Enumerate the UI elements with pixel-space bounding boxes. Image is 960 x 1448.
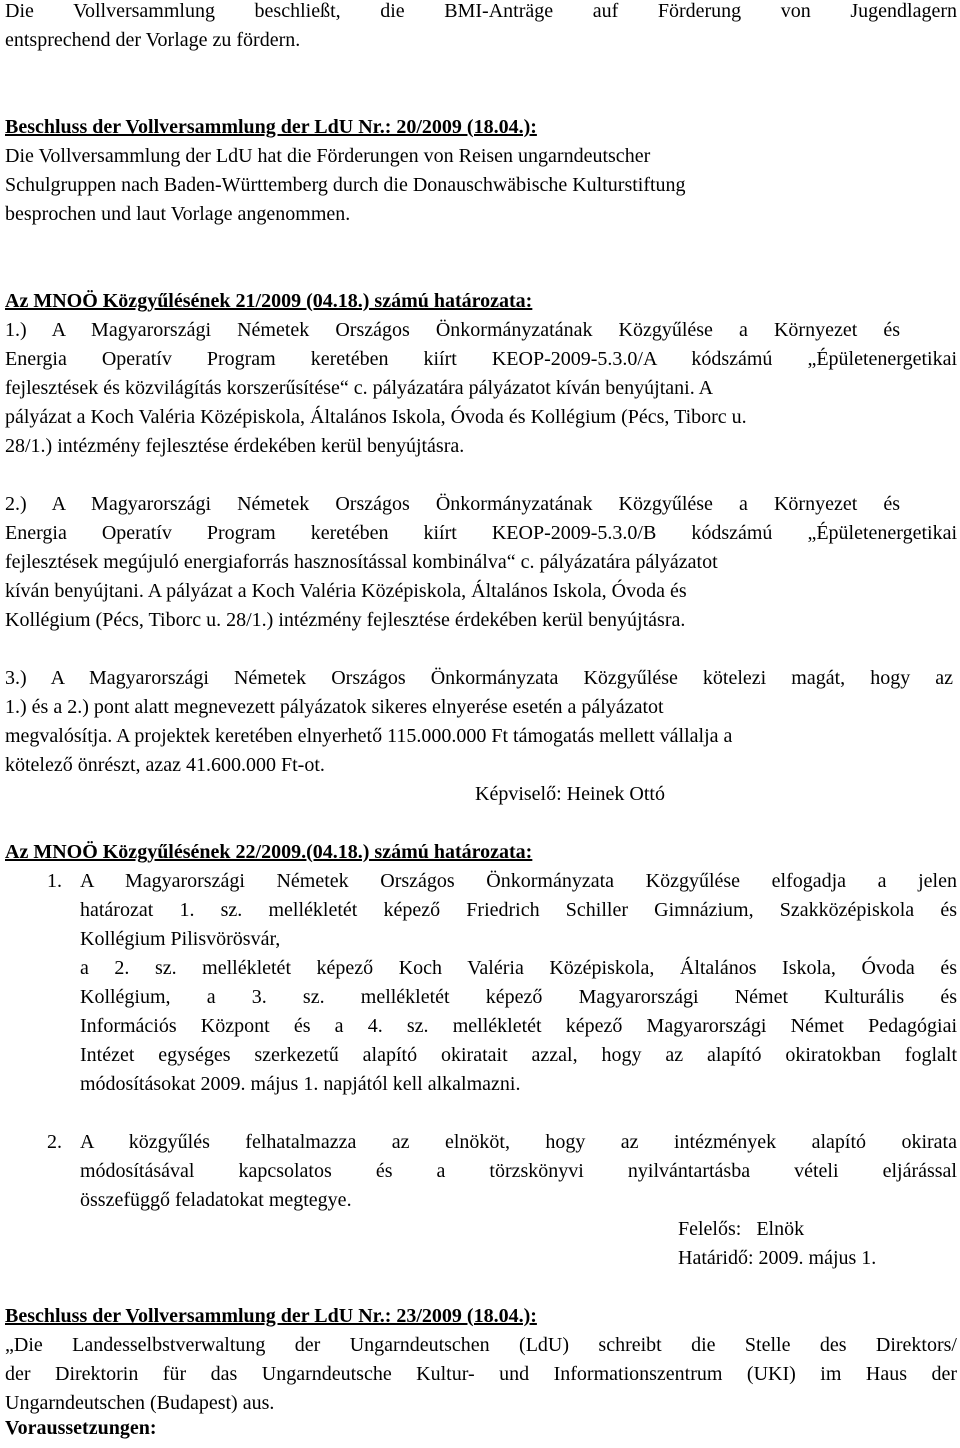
list-item-line (80, 867, 957, 896)
text: Die Vollversammlung beschließt, die BMI-Anträge auf Förderung von Jugendlagern (5, 0, 957, 22)
representative: Képviselő: Heinek Ottó (475, 783, 665, 805)
resolution-heading: Beschluss der Vollversammlung der LdU Nr.: 23/2009 (18.04.): (5, 1305, 537, 1327)
paragraph-line: fejlesztések megújuló energiaforrás hasznosítással kombinálva“ c. pályázatára pályázatot (5, 551, 718, 573)
list-item-line (80, 1012, 957, 1041)
paragraph-line: Schulgruppen nach Baden-Württemberg durch die Donauschwäbische Kulturstiftung (5, 174, 686, 196)
list-item-line (80, 954, 957, 983)
paragraph-line (5, 345, 957, 374)
text: határozat 1. sz. mellékletét képező Friedrich Schiller Gimnázium, Szakközépiskola és (80, 899, 957, 921)
requirements-heading: Voraussetzungen: (5, 1417, 157, 1439)
responsible: Felelős: Elnök (678, 1218, 805, 1240)
text: A közgyűlés felhatalmazza az elnököt, hogy az intézmények alapító okirata (80, 1131, 957, 1153)
paragraph-line (5, 1331, 957, 1360)
paragraph-line (5, 519, 957, 548)
text: módosításával kapcsolatos és a törzskönyvi nyilvántartásba vételi eljárással (80, 1160, 957, 1182)
text: 2.) A Magyarországi Németek Országos Önkormányzatának Közgyűlése a Környezet és (5, 493, 900, 515)
paragraph-line: Kollégium (Pécs, Tiborc u. 28/1.) intézmény fejlesztése érdekében kerül benyújtásra. (5, 609, 686, 631)
resolution-heading: Beschluss der Vollversammlung der LdU Nr.: 20/2009 (18.04.): (5, 116, 537, 138)
list-item-line: Kollégium Pilisvörösvár, (80, 928, 281, 950)
paragraph-line (5, 0, 957, 26)
paragraph-line (5, 490, 900, 519)
paragraph-line: besprochen und laut Vorlage angenommen. (5, 203, 351, 225)
list-item-line (80, 896, 957, 925)
list-item-line (80, 1128, 957, 1157)
text: Információs Központ és a 4. sz. mellékletét képező Magyarországi Német Pedagógiai (80, 1015, 957, 1037)
paragraph-line: pályázat a Koch Valéria Középiskola, Általános Iskola, Óvoda és Kollégium (Pécs, Tiborc u. (5, 406, 747, 428)
paragraph-line (5, 1360, 957, 1389)
paragraph-line: kíván benyújtani. A pályázat a Koch Valéria Középiskola, Általános Iskola, Óvoda és (5, 580, 687, 602)
list-item-line (80, 983, 957, 1012)
list-item-line (80, 1041, 957, 1070)
paragraph-line (5, 316, 900, 345)
text: der Direktorin für das Ungarndeutsche Kultur- und Informationszentrum (UKI) im Haus der (5, 1363, 957, 1385)
paragraph-line: megvalósítja. A projektek keretében elnyerhető 115.000.000 Ft támogatás mellett vállalja a (5, 725, 733, 747)
paragraph-line (5, 664, 953, 693)
list-item-line: módosításokat 2009. május 1. napjától kell alkalmazni. (80, 1073, 521, 1095)
text: A Magyarországi Németek Országos Önkormányzata Közgyűlése elfogadja a jelen (80, 870, 957, 892)
text: Energia Operatív Program keretében kiírt KEOP-2009-5.3.0/B kódszámú „Épületenergetikai (5, 522, 957, 544)
paragraph-line: kötelező önrészt, azaz 41.600.000 Ft-ot. (5, 754, 325, 776)
list-item-line (80, 1157, 957, 1186)
paragraph-line: Ungarndeutschen (Budapest) aus. (5, 1392, 275, 1414)
paragraph-line: 1.) és a 2.) pont alatt megnevezett pályázatok sikeres elnyerése esetén a pályázatot (5, 696, 664, 718)
text: Energia Operatív Program keretében kiírt KEOP-2009-5.3.0/A kódszámú „Épületenergetikai (5, 348, 957, 370)
deadline: Határidő: 2009. május 1. (678, 1247, 877, 1269)
list-item-line: összefüggő feladatokat megtegye. (80, 1189, 352, 1211)
text: 3.) A Magyarországi Németek Országos Önkormányzata Közgyűlése kötelezi magát, hogy az (5, 667, 953, 689)
text: „Die Landesselbstverwaltung der Ungarndeutschen (LdU) schreibt die Stelle des Direktors/ (5, 1334, 957, 1356)
list-number: 2. (47, 1131, 62, 1153)
list-number: 1. (47, 870, 62, 892)
paragraph-line: Die Vollversammlung der LdU hat die Förderungen von Reisen ungarndeutscher (5, 145, 651, 167)
paragraph-line: entsprechend der Vorlage zu fördern. (5, 29, 301, 51)
text: a 2. sz. mellékletét képező Koch Valéria Középiskola, Általános Iskola, Óvoda és (80, 957, 957, 979)
text: Kollégium, a 3. sz. mellékletét képező Magyarországi Német Kulturális és (80, 986, 957, 1008)
text: Intézet egységes szerkezetű alapító okiratait azzal, hogy az alapító okiratokban foglalt (80, 1044, 957, 1066)
paragraph-line: 28/1.) intézmény fejlesztése érdekében kerül benyújtásra. (5, 435, 465, 457)
paragraph-line: fejlesztések és közvilágítás korszerűsítése“ c. pályázatára pályázatot kíván benyújtani. A (5, 377, 714, 399)
resolution-heading: Az MNOÖ Közgyűlésének 21/2009 (04.18.) számú határozata: (5, 290, 533, 312)
text: 1.) A Magyarországi Németek Országos Önkormányzatának Közgyűlése a Környezet és (5, 319, 900, 341)
resolution-heading: Az MNOÖ Közgyűlésének 22/2009.(04.18.) számú határozata: (5, 841, 533, 863)
